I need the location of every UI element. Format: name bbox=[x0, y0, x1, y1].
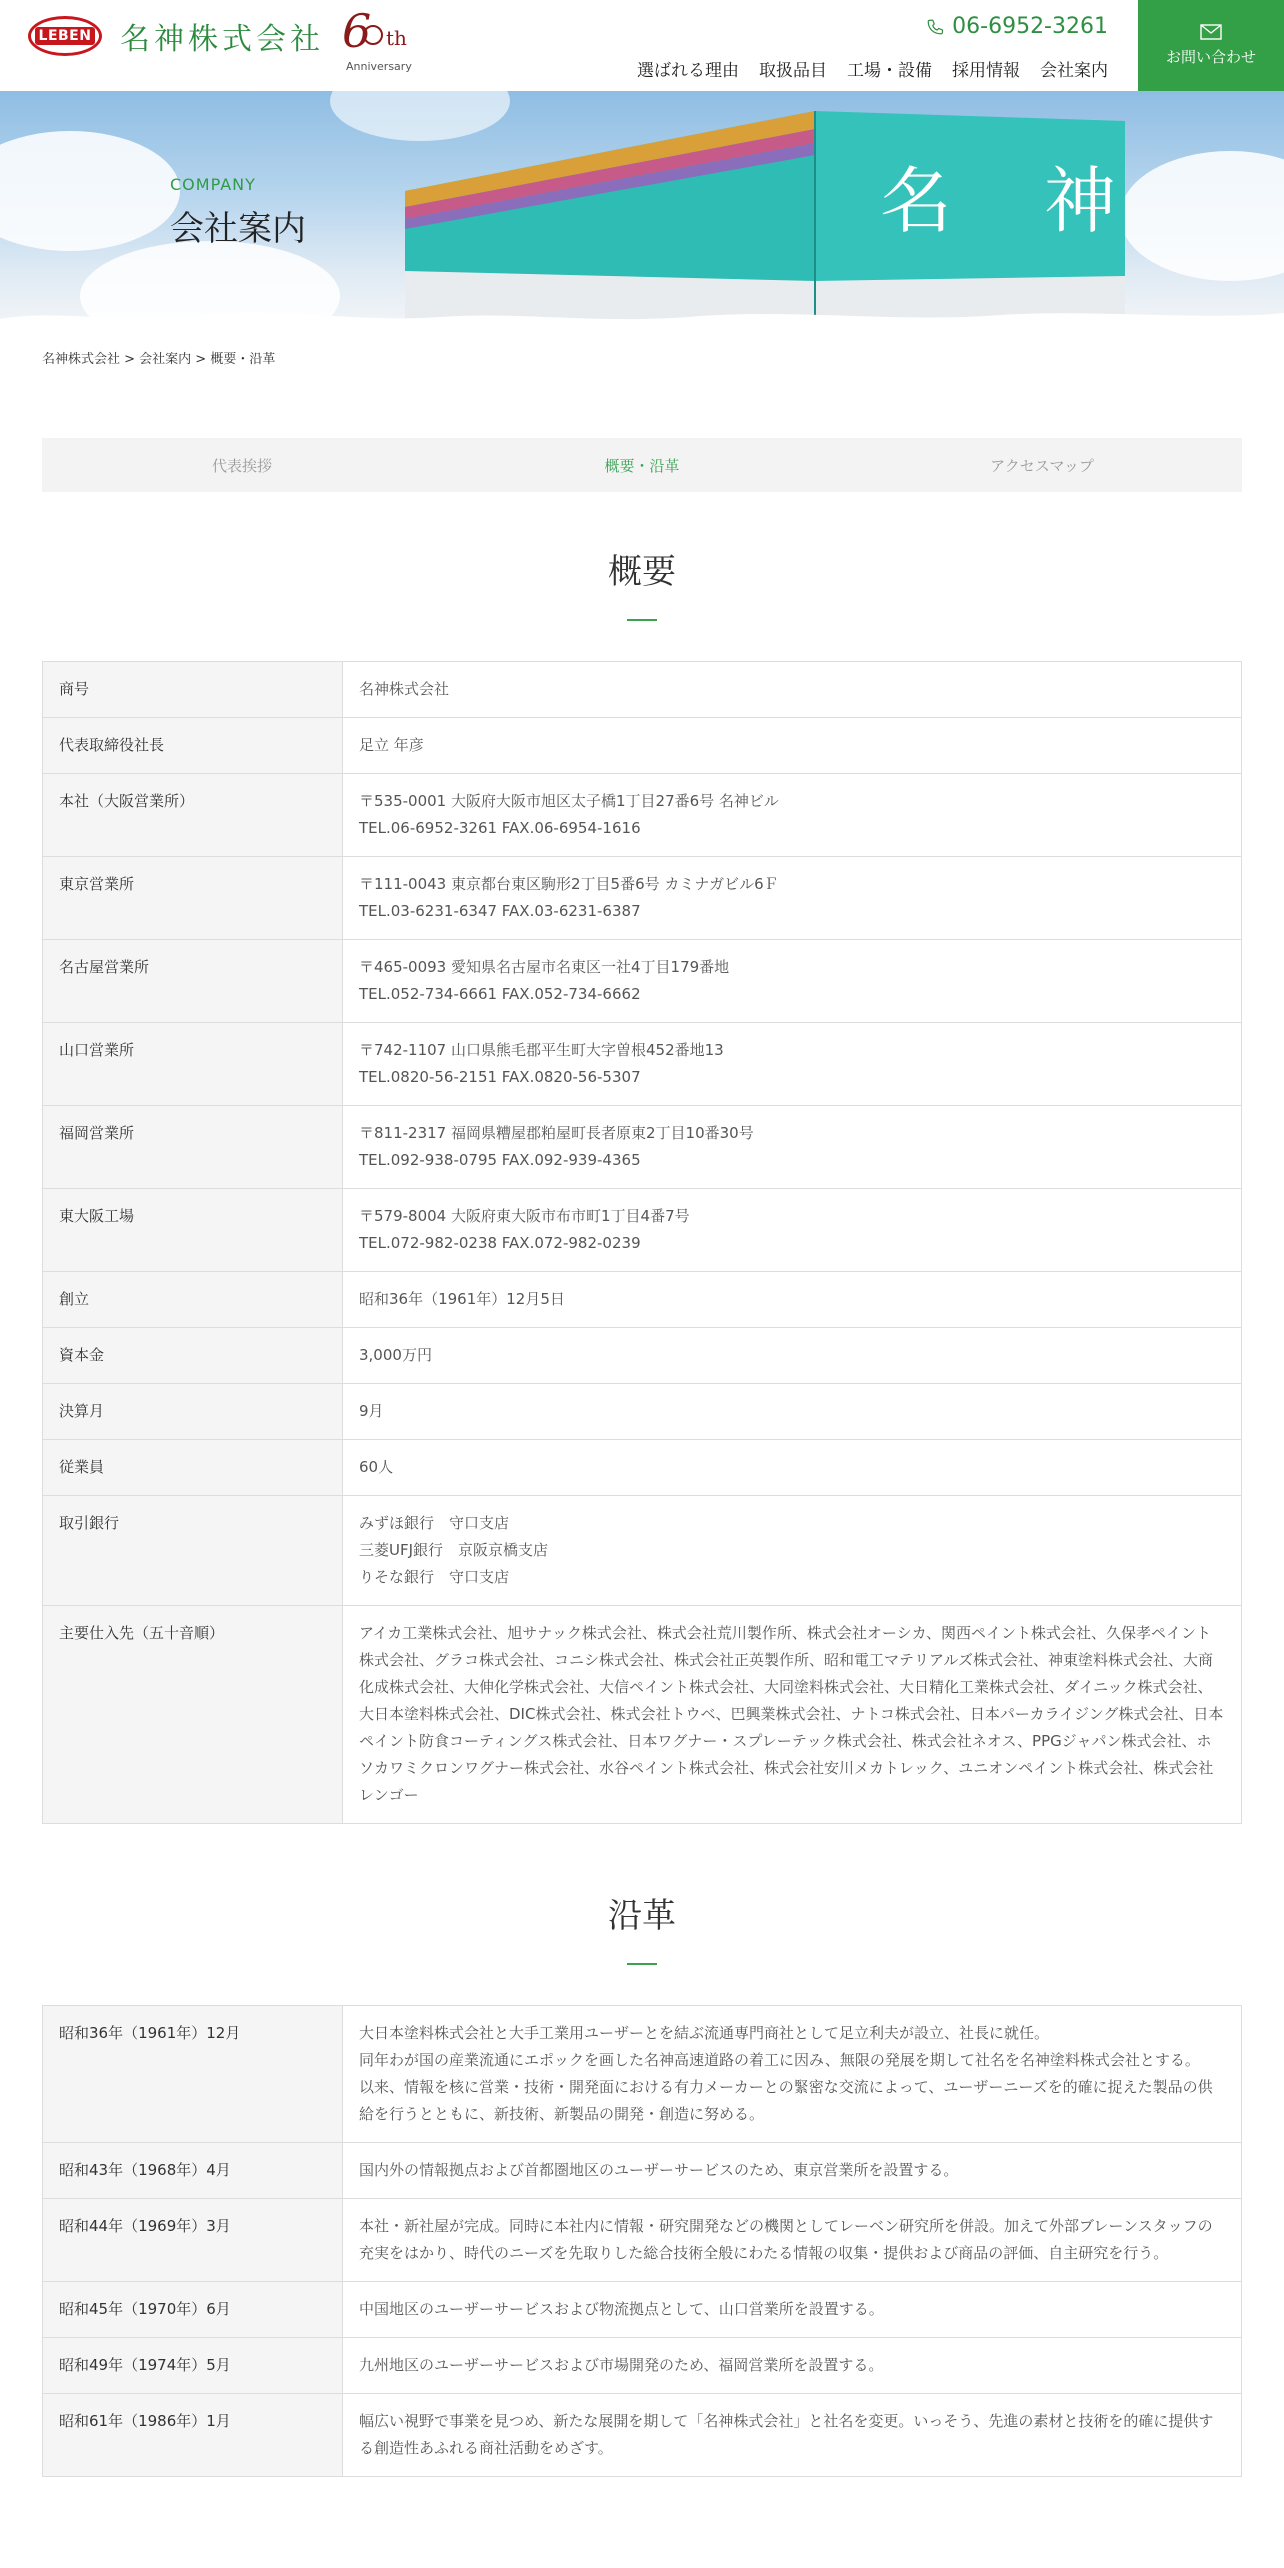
row-value-line: 足立 年彦 bbox=[359, 736, 424, 754]
row-value-line: TEL.092-938-0795 FAX.092-939-4365 bbox=[359, 1151, 641, 1169]
row-label: 山口営業所 bbox=[43, 1023, 343, 1106]
table-row bbox=[43, 1496, 1242, 1606]
row-value-line: TEL.052-734-6661 FAX.052-734-6662 bbox=[359, 985, 641, 1003]
row-value bbox=[343, 1328, 1242, 1384]
row-label: 昭和36年（1961年）12月 bbox=[43, 2006, 343, 2143]
building-sign: 名 神 bbox=[880, 159, 1127, 243]
row-value bbox=[343, 940, 1242, 1023]
anniversary-zero-icon bbox=[362, 24, 384, 46]
row-label: 商号 bbox=[43, 662, 343, 718]
contact-button[interactable] bbox=[1138, 0, 1284, 91]
row-value-line: TEL.072-982-0238 FAX.072-982-0239 bbox=[359, 1234, 641, 1252]
row-value-line: 三菱UFJ銀行 京阪京橋支店 bbox=[359, 1541, 549, 1559]
row-value-line: アイカ工業株式会社、旭サナック株式会社、株式会社荒川製作所、株式会社オーシカ、関西ペイント株式会社、久保孝ペイント株式会社、グラコ株式会社、コニシ株式会社、株式会社正英製作所、昭和電工マテリアルズ株式会社、神東塗料株式会社、大商化成株式会社、大伸化学株式会社、大信ペイント株式会社、大同塗料株式会社、大日精化工業株式会社、ダイニック株式会社、大日本塗料株式会社、DIC株式会社、株式会社トウベ、巴興業株式会社、ナトコ株式会社、日本パーカライジング株式会社、日本ペイント防食コーティングス株式会社、日本ワグナー・スプレーテック株式会社、株式会社ネオス、PPGジャパン株式会社、ホソカワミクロンワグナー株式会社、水谷ペイント株式会社、株式会社安川メカトレック、ユニオンペイント株式会社、株式会社レンゴー bbox=[359, 1624, 1224, 1804]
row-label: 取引銀行 bbox=[43, 1496, 343, 1606]
row-value-line: 中国地区のユーザーサービスおよび物流拠点として、山口営業所を設置する。 bbox=[359, 2300, 884, 2318]
row-value-line: 60人 bbox=[359, 1458, 394, 1476]
table-row bbox=[43, 2199, 1242, 2282]
tab-access-map[interactable]: アクセスマップ bbox=[990, 456, 1094, 475]
table-row bbox=[43, 940, 1242, 1023]
nav-item-factory[interactable]: 工場・設備 bbox=[847, 61, 932, 81]
row-value bbox=[343, 1440, 1242, 1496]
row-label: 主要仕入先（五十音順） bbox=[43, 1606, 343, 1824]
row-value bbox=[343, 1023, 1242, 1106]
phone-number: 06-6952-3261 bbox=[952, 14, 1108, 39]
row-label: 名古屋営業所 bbox=[43, 940, 343, 1023]
table-row bbox=[43, 2394, 1242, 2477]
table-row bbox=[43, 857, 1242, 940]
row-label: 昭和44年（1969年）3月 bbox=[43, 2199, 343, 2282]
table-row bbox=[43, 1023, 1242, 1106]
row-value-line: 〒811-2317 福岡県糟屋郡粕屋町長者原東2丁目10番30号 bbox=[359, 1124, 754, 1142]
cloud bbox=[0, 131, 180, 251]
row-value bbox=[343, 1496, 1242, 1606]
tab-overview-history[interactable]: 概要・沿革 bbox=[604, 456, 680, 475]
overview-title-underline bbox=[627, 619, 657, 621]
table-row bbox=[43, 718, 1242, 774]
table-row bbox=[43, 1328, 1242, 1384]
anniversary-suffix: th bbox=[386, 26, 407, 50]
row-value-line: TEL.03-6231-6347 FAX.03-6231-6387 bbox=[359, 902, 641, 920]
history-title-underline bbox=[627, 1963, 657, 1965]
leben-logo-text: LEBEN bbox=[35, 27, 96, 45]
mail-icon bbox=[1200, 24, 1222, 40]
row-label: 昭和61年（1986年）1月 bbox=[43, 2394, 343, 2477]
site-header bbox=[0, 0, 1284, 91]
row-label: 代表取締役社長 bbox=[43, 718, 343, 774]
hero-subtitle: COMPANY bbox=[170, 175, 256, 194]
row-value bbox=[343, 1384, 1242, 1440]
row-value-line: TEL.0820-56-2151 FAX.0820-56-5307 bbox=[359, 1068, 641, 1086]
row-value-line: みずほ銀行 守口支店 bbox=[359, 1514, 510, 1532]
table-row bbox=[43, 774, 1242, 857]
row-value-line: 9月 bbox=[359, 1402, 384, 1420]
row-value-line: 幅広い視野で事業を見つめ、新たな展開を期して「名神株式会社」と社名を変更。いっそう、先進の素材と技術を的確に提供する創造性あふれる商社活動をめざす。 bbox=[359, 2412, 1214, 2457]
row-value-line: 同年わが国の産業流通にエポックを画した名神高速道路の着工に因み、無限の発展を期して社名を名神塗料株式会社とする。 bbox=[359, 2051, 1200, 2069]
nav-item-reasons[interactable]: 選ばれる理由 bbox=[637, 61, 739, 81]
header-phone[interactable] bbox=[926, 14, 1108, 39]
row-label: 本社（大阪営業所） bbox=[43, 774, 343, 857]
history-title: 沿革 bbox=[608, 1896, 676, 1936]
row-label: 資本金 bbox=[43, 1328, 343, 1384]
row-value bbox=[343, 2199, 1242, 2282]
row-value bbox=[343, 1106, 1242, 1189]
cloud bbox=[1120, 151, 1284, 281]
row-label: 決算月 bbox=[43, 1384, 343, 1440]
row-value bbox=[343, 1606, 1242, 1824]
row-value-line: 〒465-0093 愛知県名古屋市名東区一社4丁目179番地 bbox=[359, 958, 730, 976]
main-nav bbox=[637, 56, 1108, 81]
nav-item-recruit[interactable]: 採用情報 bbox=[952, 61, 1020, 81]
anniversary-label: Anniversary bbox=[346, 60, 412, 73]
row-value-line: 〒111-0043 東京都台東区駒形2丁目5番6号 カミナガビル6Ｆ bbox=[359, 875, 779, 893]
phone-icon bbox=[926, 18, 944, 36]
anniversary-number: 6 bbox=[342, 4, 372, 58]
row-label: 東京営業所 bbox=[43, 857, 343, 940]
row-value-line: 〒535-0001 大阪府大阪市旭区太子橋1丁目27番6号 名神ビル bbox=[359, 792, 779, 810]
table-row bbox=[43, 662, 1242, 718]
hero-banner bbox=[0, 91, 1284, 331]
hero-brush-edge bbox=[0, 301, 1284, 331]
row-value bbox=[343, 774, 1242, 857]
row-value-line: 大日本塗料株式会社と大手工業用ユーザーとを結ぶ流通専門商社として足立利夫が設立、社長に就任。 bbox=[359, 2024, 1050, 2042]
row-value-line: 〒742-1107 山口県熊毛郡平生町大字曽根452番地13 bbox=[359, 1041, 724, 1059]
breadcrumb[interactable]: 名神株式会社 > 会社案内 > 概要・沿革 bbox=[42, 352, 276, 367]
row-value bbox=[343, 2394, 1242, 2477]
row-label: 昭和49年（1974年）5月 bbox=[43, 2338, 343, 2394]
row-value bbox=[343, 857, 1242, 940]
row-value-line: 昭和36年（1961年）12月5日 bbox=[359, 1290, 565, 1308]
tab-greeting[interactable]: 代表挨拶 bbox=[211, 456, 272, 475]
table-row bbox=[43, 2282, 1242, 2338]
nav-item-company[interactable]: 会社案内 bbox=[1040, 61, 1108, 81]
row-label: 創立 bbox=[43, 1272, 343, 1328]
row-label: 従業員 bbox=[43, 1440, 343, 1496]
row-value bbox=[343, 2143, 1242, 2199]
row-value-line: 名神株式会社 bbox=[359, 680, 450, 698]
table-row bbox=[43, 2143, 1242, 2199]
site-logo[interactable] bbox=[28, 14, 324, 58]
overview-table bbox=[42, 661, 1242, 1824]
table-row bbox=[43, 1440, 1242, 1496]
row-value bbox=[343, 718, 1242, 774]
row-value bbox=[343, 2282, 1242, 2338]
hero-title: 会社案内 bbox=[170, 209, 306, 249]
row-value bbox=[343, 2006, 1242, 2143]
row-value-line: りそな銀行 守口支店 bbox=[359, 1568, 510, 1586]
row-label: 福岡営業所 bbox=[43, 1106, 343, 1189]
contact-label: お問い合わせ bbox=[1165, 48, 1256, 66]
row-value-line: TEL.06-6952-3261 FAX.06-6954-1616 bbox=[359, 819, 641, 837]
row-value bbox=[343, 1272, 1242, 1328]
table-row bbox=[43, 1606, 1242, 1824]
table-row bbox=[43, 1272, 1242, 1328]
overview-title: 概要 bbox=[608, 552, 676, 592]
row-value-line: 九州地区のユーザーサービスおよび市場開発のため、福岡営業所を設置する。 bbox=[359, 2356, 884, 2374]
table-row bbox=[43, 1189, 1242, 1272]
row-value-line: 3,000万円 bbox=[359, 1346, 432, 1364]
nav-item-products[interactable]: 取扱品目 bbox=[759, 61, 827, 81]
section-tabs bbox=[42, 438, 1242, 492]
table-row bbox=[43, 2006, 1242, 2143]
row-label: 昭和43年（1968年）4月 bbox=[43, 2143, 343, 2199]
row-value-line: 本社・新社屋が完成。同時に本社内に情報・研究開発などの機関としてレーベン研究所を併設。加えて外部ブレーンスタッフの充実をはかり、時代のニーズを先取りした総合技術全般にわたる情報の収集・提供および商品の評価、自主研究を行う。 bbox=[359, 2217, 1213, 2262]
row-value bbox=[343, 1189, 1242, 1272]
anniversary-badge bbox=[342, 4, 414, 76]
row-label: 昭和45年（1970年）6月 bbox=[43, 2282, 343, 2338]
row-value-line: 国内外の情報拠点および首都圏地区のユーザーサービスのため、東京営業所を設置する。 bbox=[359, 2161, 959, 2179]
table-row bbox=[43, 1106, 1242, 1189]
row-label: 東大阪工場 bbox=[43, 1189, 343, 1272]
history-table bbox=[42, 2005, 1242, 2477]
table-row bbox=[43, 2338, 1242, 2394]
row-value-line: 〒579-8004 大阪府東大阪市布市町1丁目4番7号 bbox=[359, 1207, 690, 1225]
leben-logo bbox=[28, 16, 102, 56]
table-row bbox=[43, 1384, 1242, 1440]
row-value-line: 以来、情報を核に営業・技術・開発面における有力メーカーとの緊密な交流によって、ユーザーニーズを的確に捉えた製品の供給を行うとともに、新技術、新製品の開発・創造に努める。 bbox=[359, 2078, 1213, 2123]
row-value bbox=[343, 662, 1242, 718]
row-value bbox=[343, 2338, 1242, 2394]
company-name: 名神株式会社 bbox=[120, 22, 324, 57]
